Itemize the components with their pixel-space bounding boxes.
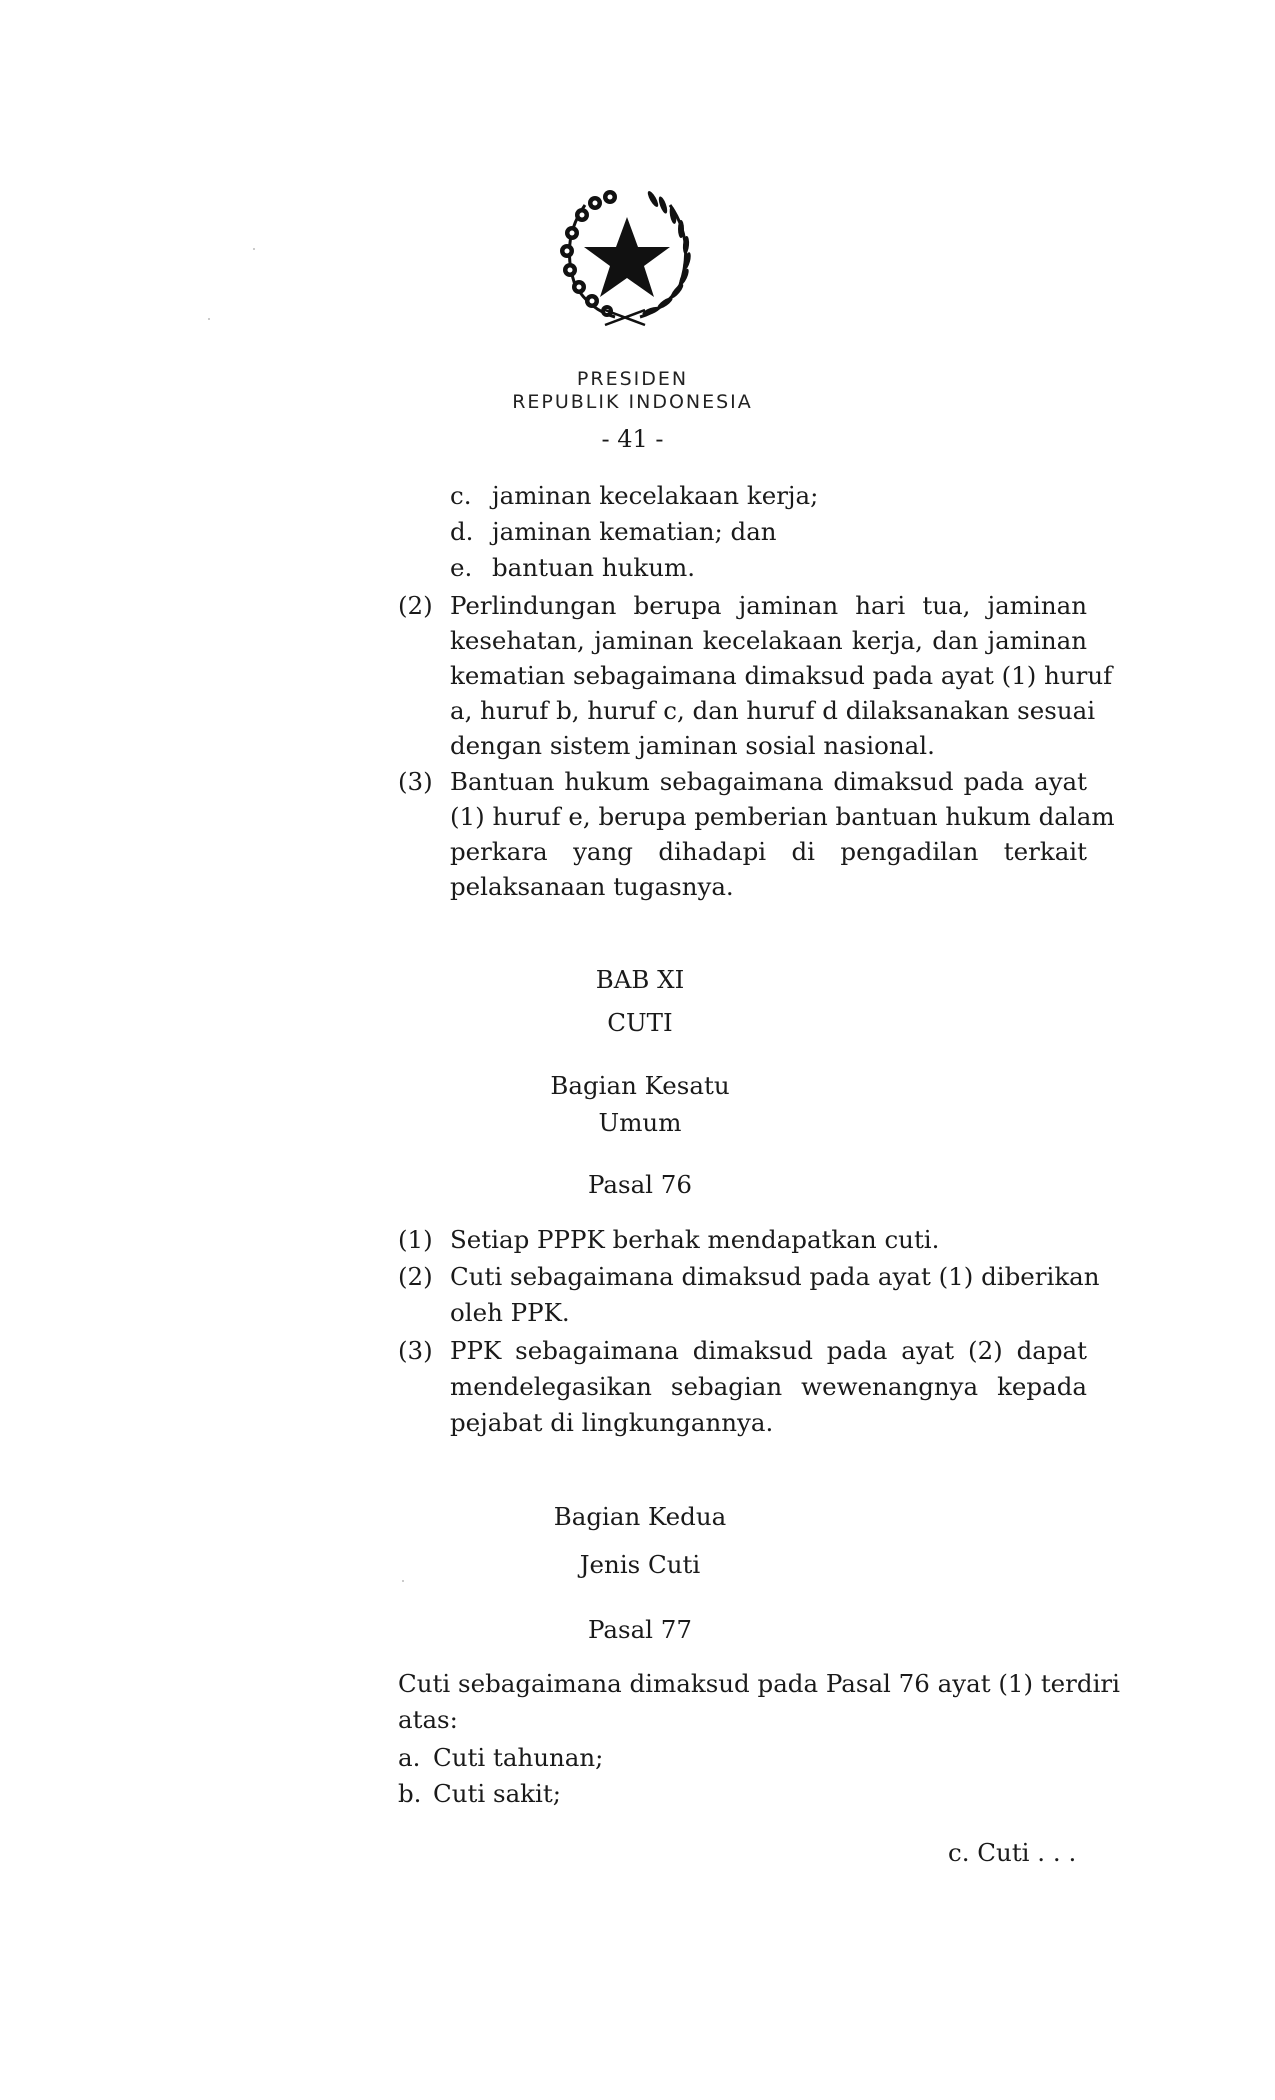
ayat-line: (1) huruf e, berupa pemberian bantuan hukum dalam <box>450 802 1115 831</box>
section-heading: Bagian Kedua <box>553 1502 727 1531</box>
ayat-line: Setiap PPPK berhak mendapatkan cuti. <box>450 1225 940 1254</box>
ayat-line: Bantuan hukum sebagaimana dimaksud pada ayat <box>450 767 1087 796</box>
ayat-line: Cuti sebagaimana dimaksud pada ayat (1) diberikan <box>450 1262 1100 1291</box>
list-item-label: b. <box>398 1779 422 1808</box>
article-heading: Pasal 76 <box>588 1170 692 1199</box>
paragraph-line: Cuti sebagaimana dimaksud pada Pasal 76 ayat (1) terdiri <box>398 1669 1120 1698</box>
section-heading: Bagian Kesatu <box>550 1071 730 1100</box>
ayat-line: kematian sebagaimana dimaksud pada ayat (1) huruf <box>450 661 1113 690</box>
article-heading: Pasal 77 <box>588 1615 692 1644</box>
presiden-emblem-icon <box>545 185 710 335</box>
ayat-number: (1) <box>398 1225 433 1254</box>
list-item-label: a. <box>398 1743 421 1772</box>
paragraph-line: atas: <box>398 1705 458 1734</box>
ayat-number: (3) <box>398 1336 433 1365</box>
scan-speck <box>253 248 255 250</box>
chapter-title: CUTI <box>607 1008 673 1037</box>
header-republik-indonesia: REPUBLIK INDONESIA <box>512 391 753 413</box>
list-item-text: Cuti tahunan; <box>433 1743 604 1772</box>
list-item-text: Cuti sakit; <box>433 1779 561 1808</box>
list-item-text: jaminan kecelakaan kerja; <box>492 481 819 510</box>
scan-speck <box>402 1580 404 1582</box>
ayat-line: pejabat di lingkungannya. <box>450 1408 774 1437</box>
list-item-label: e. <box>450 553 473 582</box>
list-item-text: jaminan kematian; dan <box>492 517 777 546</box>
ayat-line: a, huruf b, huruf c, dan huruf d dilaksanakan sesuai <box>450 696 1096 725</box>
section-title: Umum <box>598 1108 682 1137</box>
page-number: - 41 - <box>601 425 664 453</box>
ayat-line: perkara yang dihadapi di pengadilan terkait <box>450 837 1087 866</box>
ayat-line: PPK sebagaimana dimaksud pada ayat (2) dapat <box>450 1336 1087 1365</box>
list-item-label: d. <box>450 517 474 546</box>
list-item-label: c. <box>450 481 472 510</box>
ayat-line: mendelegasikan sebagian wewenangnya kepada <box>450 1372 1087 1401</box>
header-presiden: PRESIDEN <box>576 368 689 390</box>
next-page-reference: c. Cuti . . . <box>948 1838 1077 1867</box>
ayat-line: pelaksanaan tugasnya. <box>450 872 734 901</box>
chapter-number: BAB XI <box>595 965 685 994</box>
ayat-line: Perlindungan berupa jaminan hari tua, jaminan <box>450 591 1087 620</box>
ayat-number: (2) <box>398 591 433 620</box>
ayat-number: (3) <box>398 767 433 796</box>
ayat-line: dengan sistem jaminan sosial nasional. <box>450 731 935 760</box>
ayat-line: oleh PPK. <box>450 1298 570 1327</box>
ayat-line: kesehatan, jaminan kecelakaan kerja, dan jaminan <box>450 626 1087 655</box>
scan-speck <box>208 318 210 320</box>
list-item-text: bantuan hukum. <box>492 553 696 582</box>
ayat-number: (2) <box>398 1262 433 1291</box>
section-title: Jenis Cuti <box>579 1550 701 1579</box>
